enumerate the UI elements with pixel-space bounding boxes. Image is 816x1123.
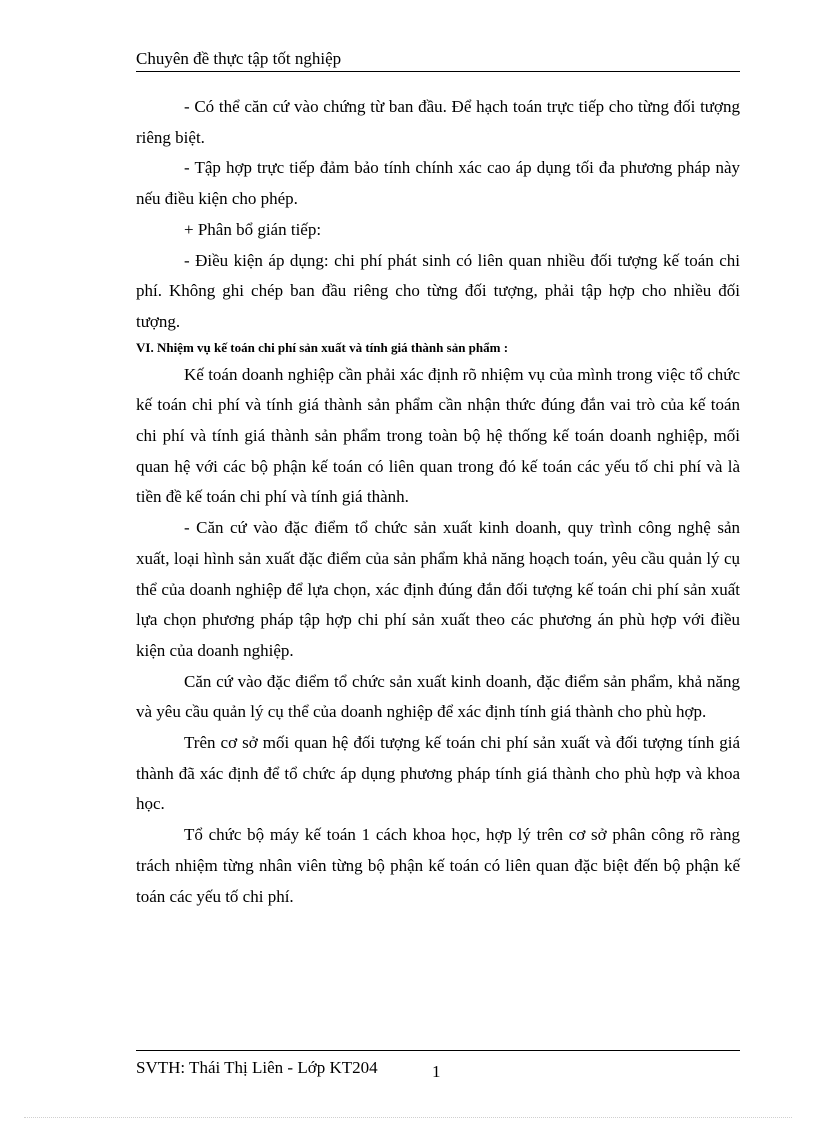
- paragraph: Kế toán doanh nghiệp cần phải xác định rõ nhiệm vụ của mình trong việc tổ chức kế toán chi phí và tính giá thành sản phẩm cần nhận thức đúng đắn vai trò của kế toán chi phí và tính giá thành sản phẩm trong toàn bộ hệ thống kế toán doanh nghiệp, mối quan hệ với các bộ phận kế toán có liên quan trong đó kế toán các yếu tố chi phí và là tiền đề kế toán chi phí và tính giá thành.: [136, 364, 740, 507]
- page-header: [136, 48, 740, 72]
- paragraph: - Điều kiện áp dụng: chi phí phát sinh có liên quan nhiều đối tượng kế toán chi phí. Không ghi chép ban đầu riêng cho từng đối tượng, phải tập hợp cho nhiều đối tượng.: [136, 250, 740, 331]
- paragraph: - Tập hợp trực tiếp đảm bảo tính chính xác cao áp dụng tối đa phương pháp này nếu điều kiện cho phép.: [136, 158, 740, 209]
- document-body: [136, 92, 740, 912]
- footer-author: SVTH: Thái Thị Liên - Lớp KT204: [136, 1058, 378, 1077]
- header-title: Chuyên đề thực tập tốt nghiệp: [136, 49, 342, 68]
- paragraph: + Phân bổ gián tiếp:: [184, 219, 322, 239]
- paragraph: Tổ chức bộ máy kế toán 1 cách khoa học, hợp lý trên cơ sở phân công rõ ràng trách nhiệm từng nhân viên từng bộ phận kế toán có liên quan đặc biệt đến bộ phận kế toán các yếu tố chi phí.: [136, 825, 740, 906]
- paragraph: Căn cứ vào đặc điểm tổ chức sản xuất kinh doanh, đặc điểm sản phẩm, khả năng và yêu cầu quản lý cụ thể của doanh nghiệp để xác định tính giá thành cho phù hợp.: [136, 671, 740, 722]
- page-edge-divider: [24, 1117, 792, 1118]
- paragraph: - Căn cứ vào đặc điểm tổ chức sản xuất kinh doanh, quy trình công nghệ sản xuất, loại hình sản xuất đặc điểm của sản phẩm khả năng hoạch toán, yêu cầu quản lý cụ thể của doanh nghiệp để lựa chọn, xác định đúng đắn đối tượng kế toán chi phí sản xuất lựa chọn phương pháp tập hợp chi phí sản xuất theo các phương án phù hợp với điều kiện của doanh nghiệp.: [136, 518, 740, 660]
- section-heading: VI. Nhiệm vụ kế toán chi phí sản xuất và tính giá thành sản phẩm :: [136, 339, 509, 355]
- page-number: 1: [432, 1062, 441, 1081]
- paragraph: Trên cơ sở mối quan hệ đối tượng kế toán chi phí sản xuất và đối tượng tính giá thành đã xác định để tổ chức áp dụng phương pháp tính giá thành cho phù hợp và khoa học.: [136, 733, 740, 814]
- page-footer: [136, 1050, 740, 1079]
- paragraph: - Có thể căn cứ vào chứng từ ban đầu. Để hạch toán trực tiếp cho từng đối tượng riêng biệt.: [136, 97, 740, 147]
